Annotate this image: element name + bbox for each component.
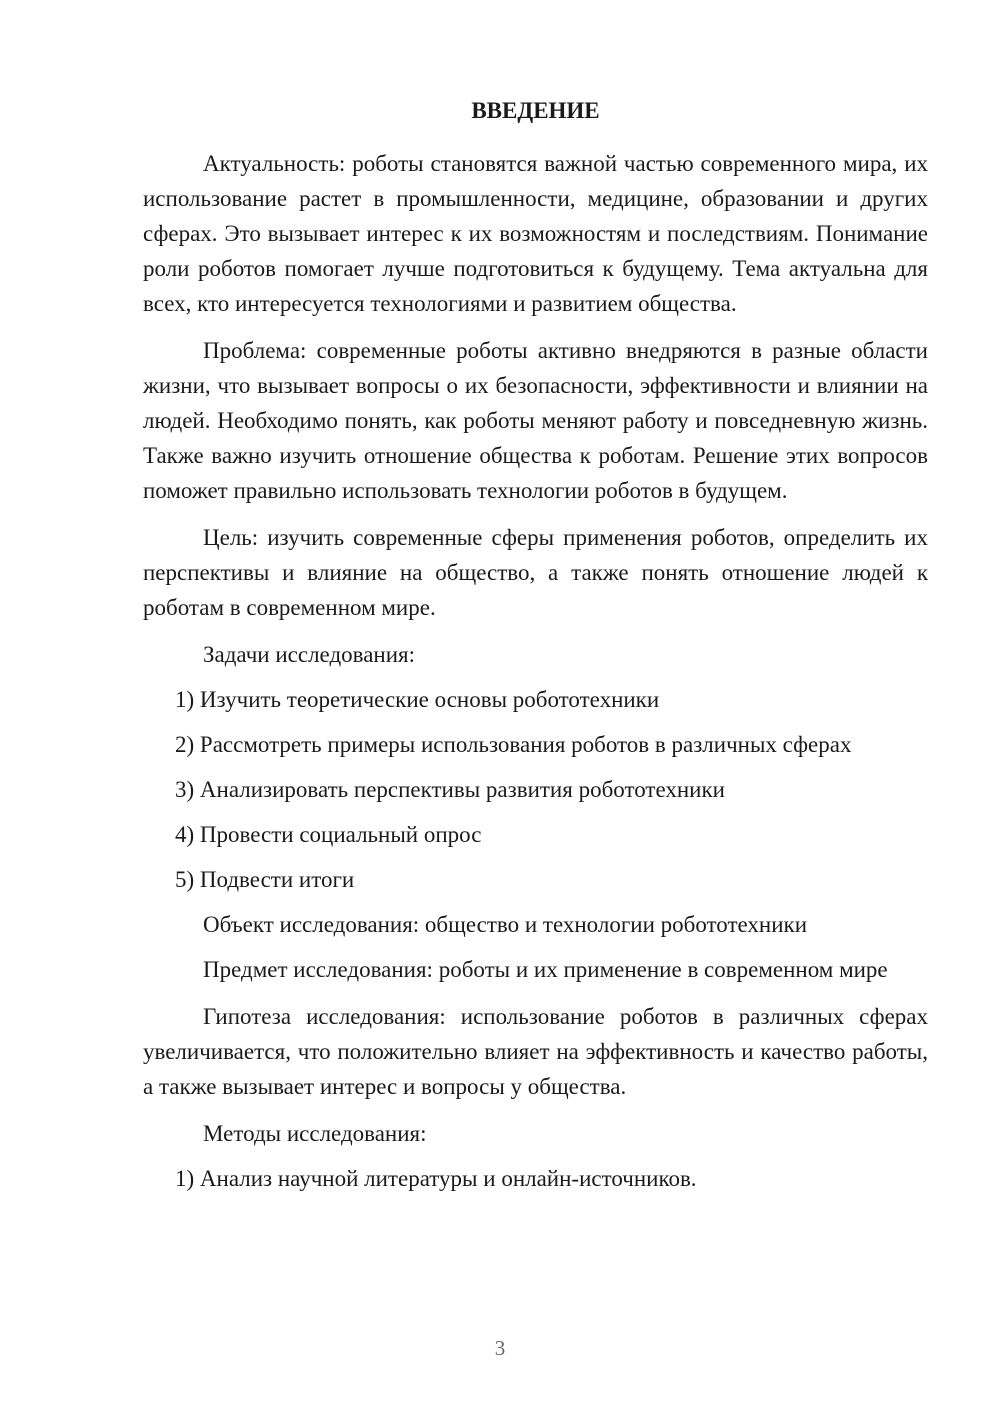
methods-heading: Методы исследования:: [203, 1121, 427, 1146]
hypothesis-paragraph: Гипотеза исследования: использование роботов в различных сферах увеличивается, что положительно влияет на эффективность и качество работы, а также вызывает интерес и вопросы у общества.: [143, 1004, 928, 1099]
page-number: 3: [494, 1336, 506, 1360]
problem-paragraph: Проблема: современные роботы активно внедряются в разные области жизни, что вызывает вопросы о их безопасности, эффективности и влиянии на людей. Необходимо понять, как роботы меняют работу и повседневную жизнь. Также важно изучить отношение общества к роботам. Решение этих вопросов поможет правильно использовать технологии роботов в будущем.: [143, 338, 928, 503]
goal-paragraph: Цель: изучить современные сферы применения роботов, определить их перспективы и влияние на общество, а также понять отношение людей к роботам в современном мире.: [143, 525, 928, 620]
page-title: ВВЕДЕНИЕ: [471, 98, 600, 123]
page-content: [143, 94, 928, 1206]
task-item: 4) Провести социальный опрос: [175, 822, 482, 847]
relevance-paragraph: Актуальность: роботы становятся важной частью современного мира, их использование растет в промышленности, медицине, образовании и других сферах. Это вызывает интерес к их возможностям и последствиям. Понимание роли роботов помогает лучше подготовиться к будущему. Тема актуальна для всех, кто интересуется технологиями и развитием общества.: [143, 151, 928, 316]
method-item: 1) Анализ научной литературы и онлайн-источников.: [175, 1166, 697, 1191]
task-item: 1) Изучить теоретические основы робототехники: [175, 687, 660, 712]
task-item: 5) Подвести итоги: [175, 867, 355, 892]
task-item: 3) Анализировать перспективы развития робототехники: [175, 777, 725, 802]
task-item: 2) Рассмотреть примеры использования роботов в различных сферах: [175, 732, 852, 757]
subject-paragraph: Предмет исследования: роботы и их применение в современном мире: [203, 957, 888, 982]
tasks-heading: Задачи исследования:: [203, 642, 416, 667]
object-line: Объект исследования: общество и технологии робототехники: [203, 912, 808, 937]
